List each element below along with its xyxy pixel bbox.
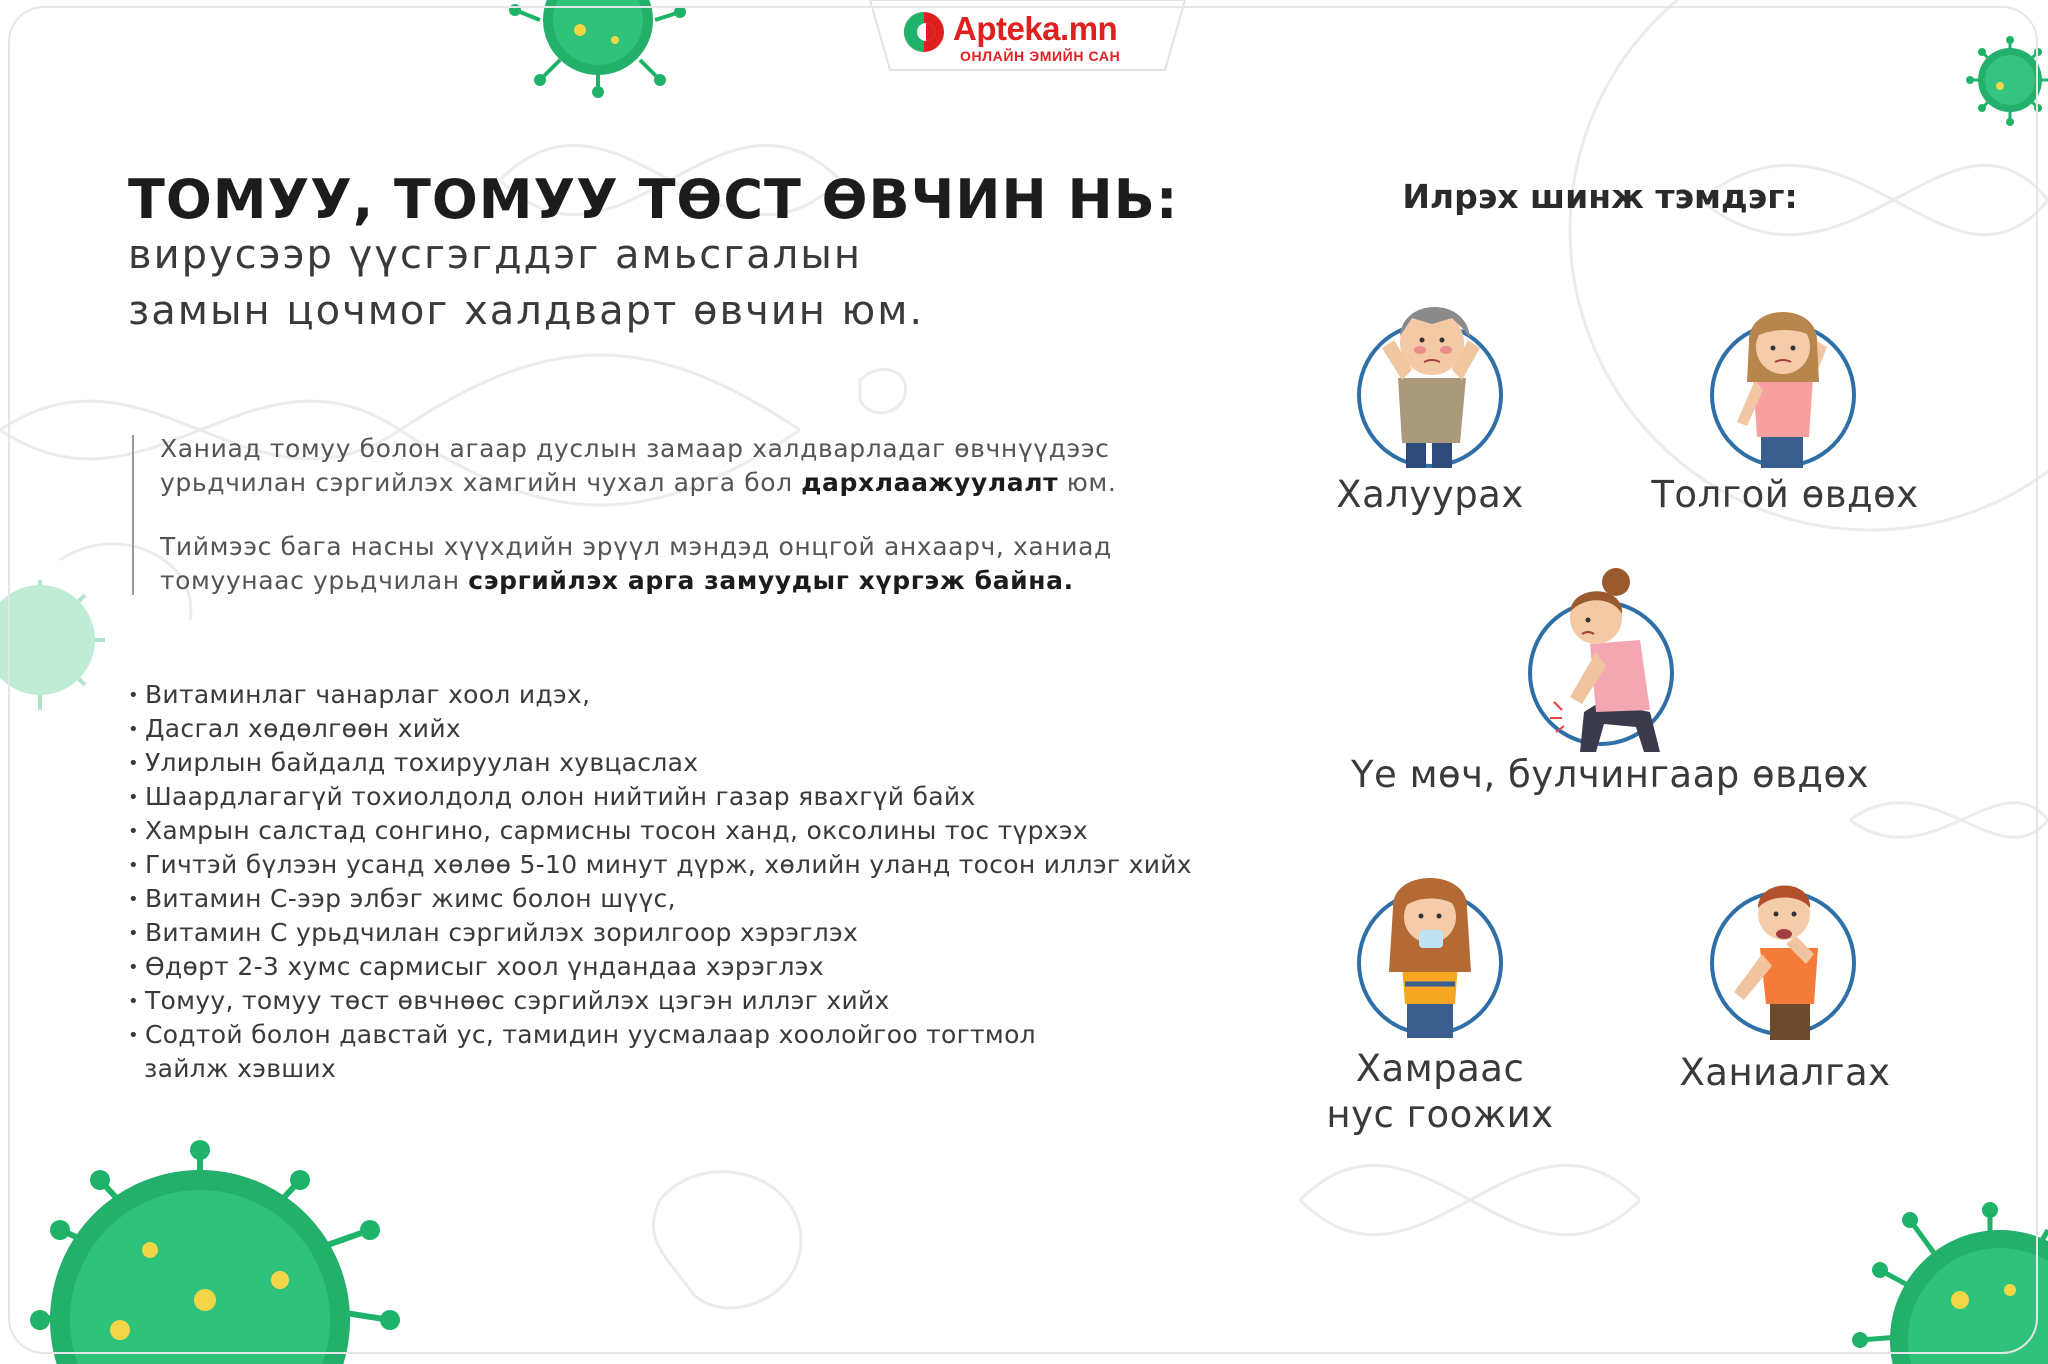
tip-item: • Витамин С-ээр элбэг жимс болон шүүс, xyxy=(128,882,1192,916)
page-title: ТОМУУ, ТОМУУ ТӨСТ ӨВЧИН НЬ: xyxy=(128,168,1179,231)
fever-person-icon xyxy=(1372,288,1492,468)
tip-item: • Дасгал хөдөлгөөн хийх xyxy=(128,712,1192,746)
intro-p1-end: юм. xyxy=(1058,468,1117,497)
tip-item: • Витаминлаг чанарлаг хоол идэх, xyxy=(128,678,1192,712)
subtitle-line-2: замын цочмог халдварт өвчин юм. xyxy=(128,288,925,334)
brand-logo[interactable] xyxy=(880,0,1180,72)
subtitle-line-1: вирусээр үүсгэгддэг амьсгалын xyxy=(128,232,863,278)
symptom-label-headache: Толгой өвдөх xyxy=(1651,473,1919,516)
tip-item: • Томуу, томуу төст өвчнөөс сэргийлэх цэгэн иллэг хийх xyxy=(128,984,1192,1018)
tip-item: • Шаардлагагүй тохиолдолд олон нийтийн газар явахгүй байх xyxy=(128,780,1192,814)
symptom-label-fever: Халуурах xyxy=(1336,473,1524,516)
apteka-logo-icon xyxy=(902,10,946,54)
intro-paragraph-1 xyxy=(160,432,1116,500)
tip-item: • Содтой болон давстай ус, тамидин уусмалаар хоолойгоо тогтмол xyxy=(128,1018,1192,1052)
joint-pain-person-icon xyxy=(1540,562,1680,752)
symptoms-title: Илрэх шинж тэмдэг: xyxy=(1402,177,1798,216)
intro-p1-bold: дархлаажуулалт xyxy=(801,468,1059,497)
tip-item: • Хамрын салстад сонгино, сармисны тосон ханд, оксолины тос түрхэх xyxy=(128,814,1192,848)
intro-p2-bold: сэргийлэх арга замуудыг хүргэж байна. xyxy=(468,566,1074,595)
headache-person-icon xyxy=(1727,292,1839,468)
symptom-label-joint-pain: Үе мөч, булчингаар өвдөх xyxy=(1350,753,1870,796)
intro-p1-line-2 xyxy=(160,466,1116,500)
tip-item: • Гичтэй бүлээн усанд хөлөө 5-10 минут дүрж, хөлийн уланд тосон иллэг хийх xyxy=(128,848,1192,882)
intro-p1-text: урьдчилан сэргийлэх хамгийн чухал арга бол xyxy=(160,468,802,497)
symptom-label-coughing: Ханиалгах xyxy=(1679,1051,1891,1094)
quote-divider xyxy=(132,435,134,595)
brand-tagline: ОНЛАЙН ЭМИЙН САН xyxy=(960,48,1121,64)
intro-p2-text: томуунаас урьдчилан xyxy=(160,566,469,595)
runny-nose-line-2: нус гоожих xyxy=(1326,1093,1554,1136)
intro-p1-line-1: Ханиад томуу болон агаар дуслын замаар халдварладаг өвчнүүдээс xyxy=(160,434,1110,463)
tip-item: • Витамин С урьдчилан сэргийлэх зорилгоор хэрэглэх xyxy=(128,916,1192,950)
brand-name: Apteka.mn xyxy=(953,10,1118,47)
prevention-tips-list xyxy=(128,678,1192,1085)
intro-p2-line-2 xyxy=(160,564,1112,598)
tip-item: • Өдөрт 2-3 хумс сармисыг хоол үндандаа хэрэглэх xyxy=(128,950,1192,984)
runny-nose-line-1: Хамраас xyxy=(1355,1047,1525,1090)
tip-item: • Улирлын байдалд тохируулан хувцаслах xyxy=(128,746,1192,780)
runny-nose-person-icon xyxy=(1375,862,1485,1038)
symptom-label-runny-nose xyxy=(1310,1046,1570,1138)
tip-item-continuation: зайлж хэвших xyxy=(144,1054,337,1083)
intro-p2-line-1: Тиймээс бага насны хүүхдийн эрүүл мэндэд онцгой анхаарч, ханиад xyxy=(160,532,1112,561)
intro-paragraph-2 xyxy=(160,530,1112,598)
coughing-person-icon xyxy=(1726,864,1844,1040)
